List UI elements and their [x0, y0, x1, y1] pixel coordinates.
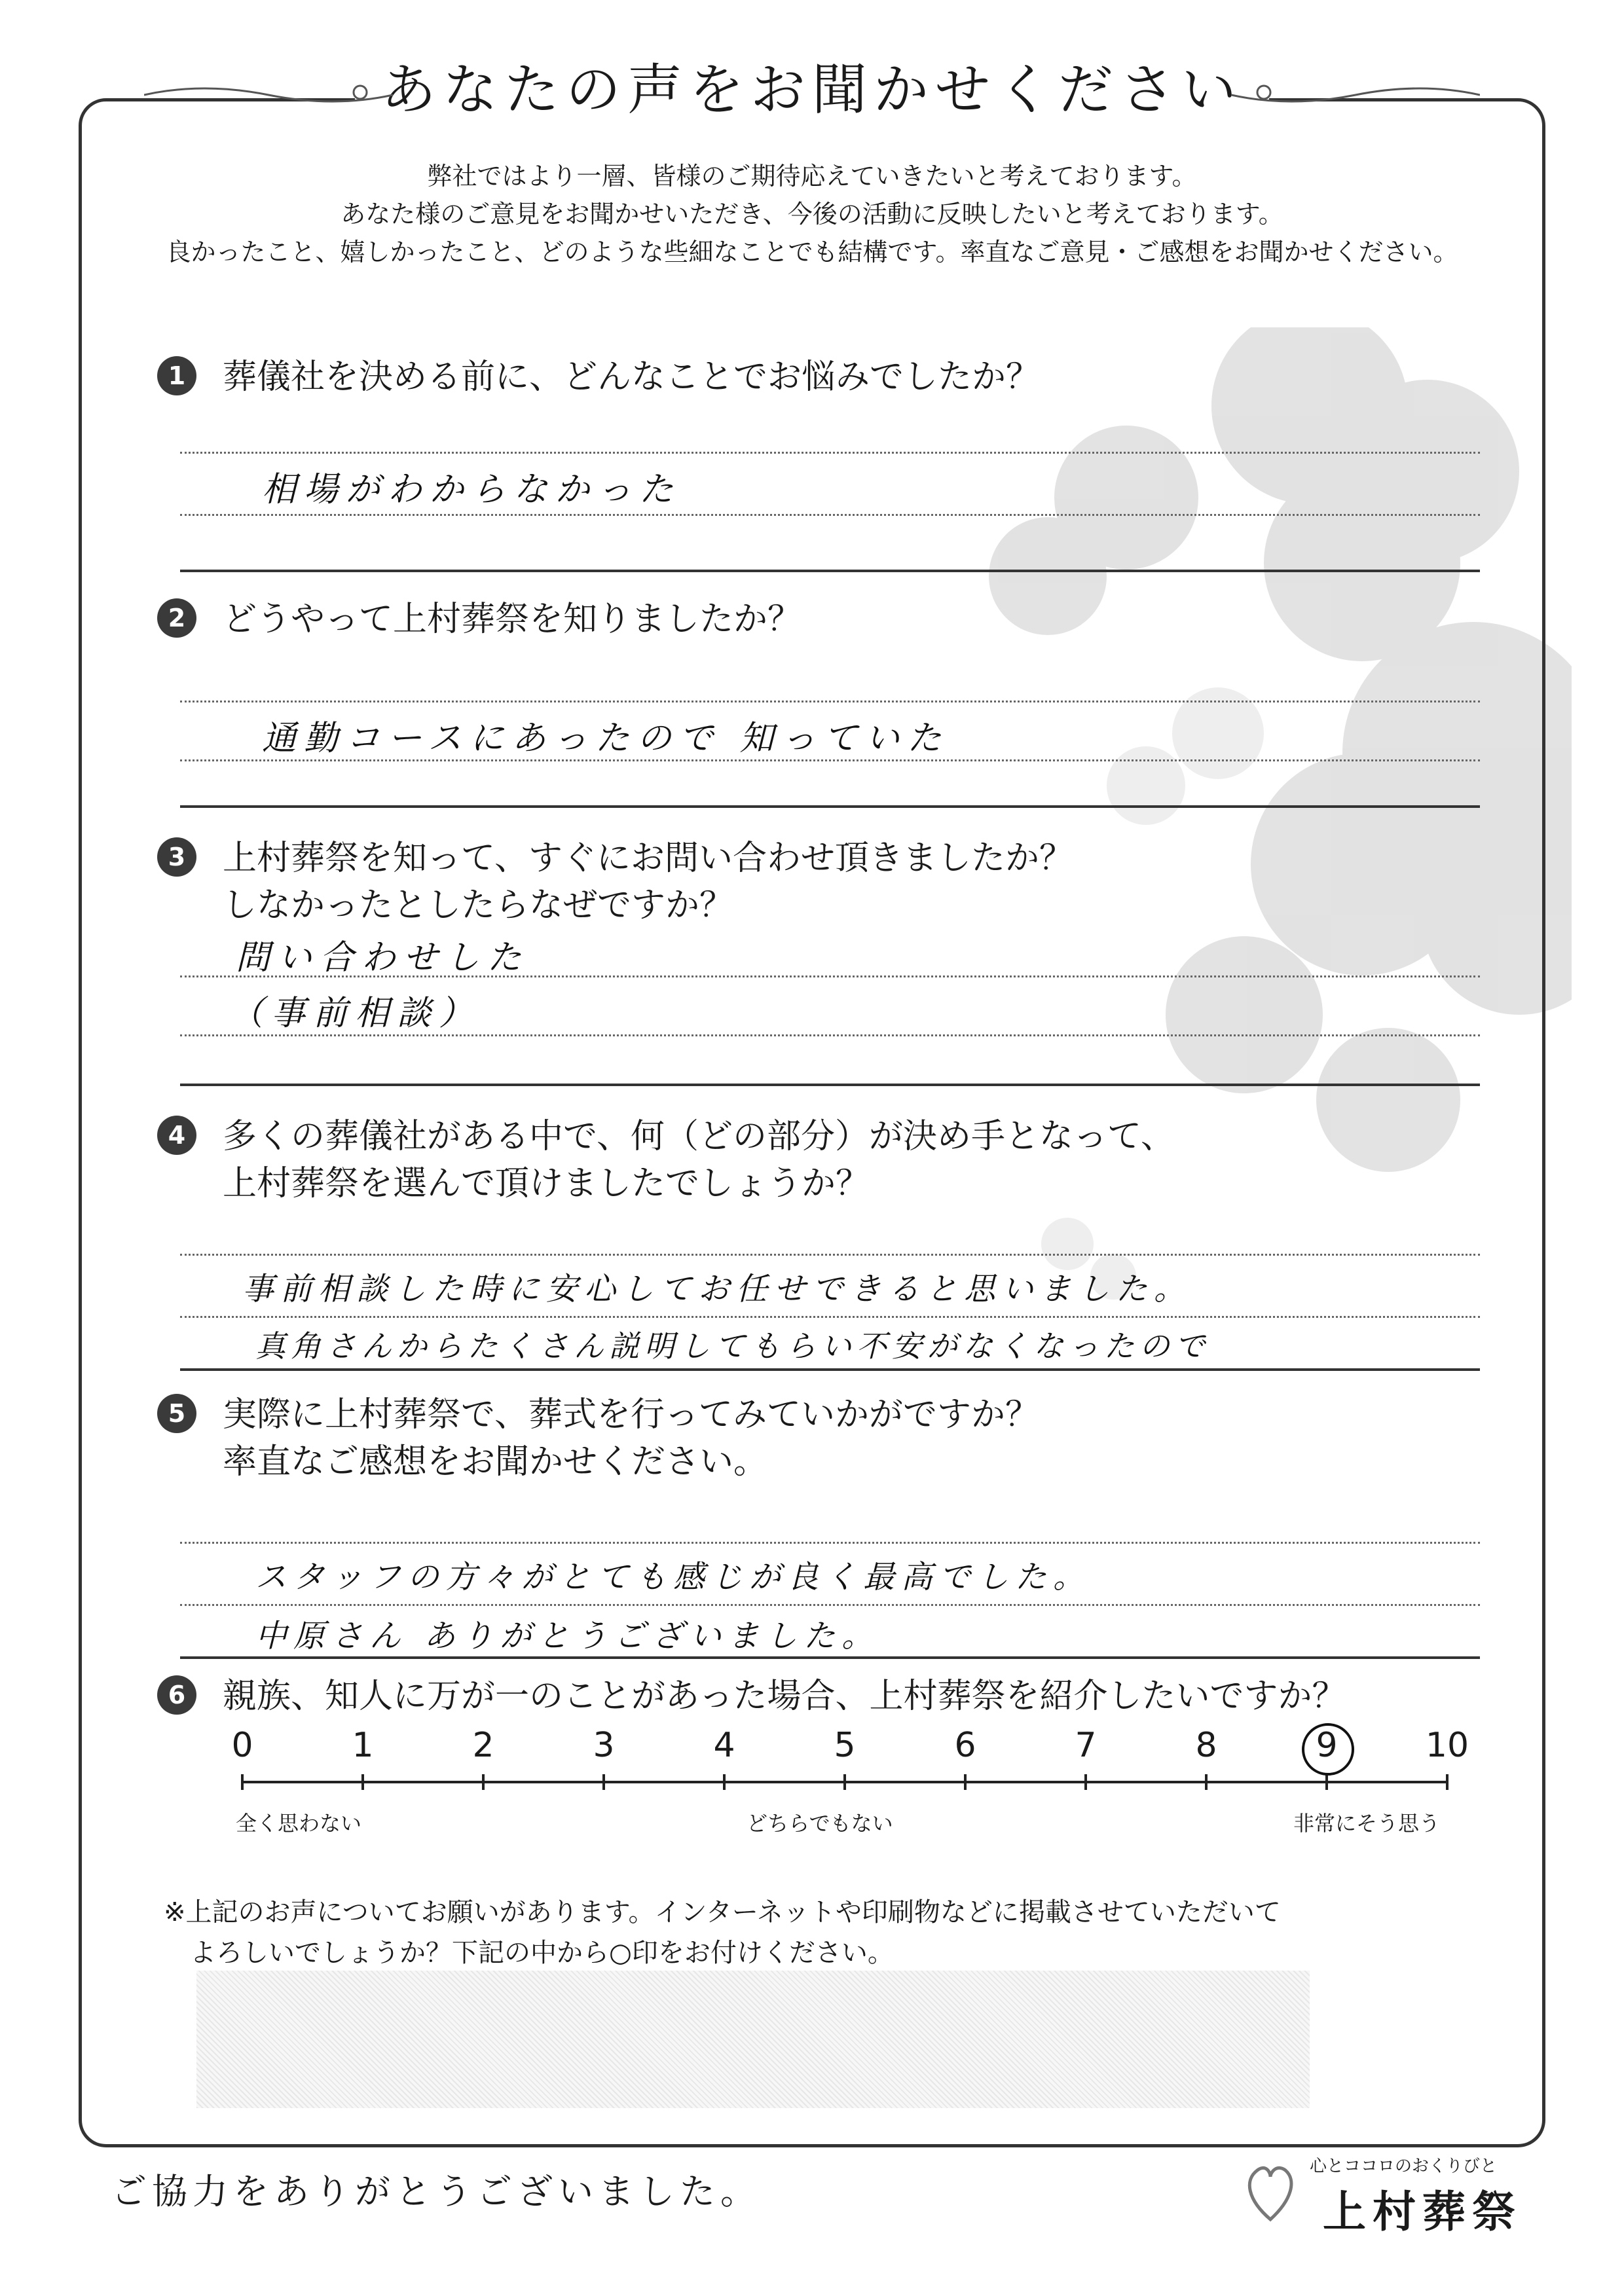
question-text: どうやって上村葬祭を知りましたか？ [223, 600, 802, 639]
scale-label-high: 非常にそう思う [1293, 1811, 1441, 1836]
handwritten-answer: 問い合わせした [236, 938, 530, 977]
question-number-badge: 2 [157, 598, 196, 638]
question-number-badge: 1 [157, 356, 196, 395]
question-text [223, 835, 1073, 929]
scale-tick [964, 1774, 967, 1790]
handwritten-answer: 相場がわからなかった [262, 470, 682, 509]
scale-number-10: 10 [1425, 1726, 1469, 1765]
scale-tick [843, 1774, 846, 1790]
scale-tick [482, 1774, 485, 1790]
question-text: 葬儀社を決める前に、どんなことでお悩みでしたか？ [223, 357, 1041, 397]
scale-tick [1446, 1774, 1449, 1790]
question-line: 多くの葬儀社がある中で、何（どの部分）が決め手となって、 [223, 1117, 1175, 1156]
section-divider [180, 1084, 1480, 1086]
scale-tick [361, 1774, 364, 1790]
question-line: 上村葬祭を選んで頂けましたでしょうか？ [223, 1164, 870, 1203]
answer-line [180, 1316, 1480, 1318]
left-ornament-icon [144, 82, 393, 108]
scale-number-1: 1 [352, 1726, 374, 1765]
scale-label-mid: どちらでもない [747, 1811, 893, 1836]
scale-number-8: 8 [1195, 1726, 1217, 1765]
note-line: よろしいでしょうか？下記の中から○印をお付けください。 [190, 1938, 894, 1968]
scale-number-6: 6 [954, 1726, 976, 1765]
note-line: ※上記のお声についてお願いがあります。インターネットや印刷物などに掲載させていただいて [164, 1897, 1281, 1927]
question-line: 率直なご感想をお聞かせください。 [223, 1442, 768, 1482]
thanks-message: ご協力をありがとうございました。 [111, 2171, 761, 2212]
answer-line [180, 759, 1480, 761]
selected-circle-mark [1302, 1723, 1354, 1776]
heart-logo-icon [1241, 2154, 1300, 2226]
redacted-area [196, 1971, 1310, 2108]
question-number-badge: 4 [157, 1116, 196, 1155]
question-number-badge: 6 [157, 1675, 196, 1715]
question-line: 上村葬祭を知って、すぐにお問い合わせ頂きましたか？ [223, 839, 1073, 878]
scale-number-4: 4 [713, 1726, 735, 1765]
scale-number-7: 7 [1075, 1726, 1097, 1765]
handwritten-answer: 通勤コースにあったので 知っていた [262, 719, 950, 758]
answer-line [180, 452, 1480, 454]
intro-text [0, 157, 1624, 271]
scale-tick [241, 1774, 244, 1790]
scale-tick [1205, 1774, 1208, 1790]
scale-tick [1084, 1774, 1087, 1790]
answer-line [180, 1254, 1480, 1256]
scale-number-3: 3 [593, 1726, 615, 1765]
permission-note [164, 1892, 1281, 1973]
handwritten-answer: （事前相談） [229, 994, 481, 1033]
answer-line [180, 1604, 1480, 1606]
answer-line [180, 514, 1480, 516]
scale-tick [1325, 1774, 1328, 1790]
section-divider [180, 805, 1480, 808]
section-divider [180, 1368, 1480, 1371]
section-divider [180, 1656, 1480, 1659]
brand-logo: 上村葬祭 [1323, 2187, 1522, 2237]
intro-line: あなた様のご意見をお聞かせいただき、今後の活動に反映したいと考えております。 [341, 200, 1283, 228]
answer-line [180, 1542, 1480, 1544]
scale-tick [602, 1774, 605, 1790]
scale-number-9: 9 [1316, 1726, 1338, 1765]
question-line: しなかったとしたらなぜですか？ [223, 886, 734, 925]
scale-tick [723, 1774, 726, 1790]
handwritten-answer: スタッフの方々がとても感じが良く最高でした。 [255, 1559, 1092, 1595]
rating-scale [231, 1726, 1473, 1866]
scale-number-2: 2 [472, 1726, 494, 1765]
handwritten-answer: 真角さんからたくさん説明してもらい不安がなくなったので [255, 1328, 1210, 1364]
page-title: あなたの声をお聞かせください [0, 46, 1624, 125]
handwritten-answer: 事前相談した時に安心してお任せできると思いました。 [242, 1271, 1192, 1307]
intro-line: 弊社ではより一層、皆様のご期待応えていきたいと考えております。 [427, 162, 1197, 191]
handwritten-answer: 中原さん ありがとうございました。 [255, 1618, 880, 1654]
answer-line [180, 701, 1480, 702]
question-text [223, 1113, 1175, 1207]
question-text: 親族、知人に万が一のことがあった場合、上村葬祭を紹介したいですか？ [223, 1677, 1346, 1716]
scale-number-5: 5 [834, 1726, 856, 1765]
answer-line [180, 1034, 1480, 1036]
brand-tagline: 心とココロのおくりびと [1310, 2157, 1498, 2176]
scale-label-low: 全く思わない [236, 1811, 362, 1836]
question-number-badge: 3 [157, 837, 196, 877]
scale-number-0: 0 [231, 1726, 253, 1765]
question-line: 実際に上村葬祭で、葬式を行ってみていかがですか？ [223, 1395, 1039, 1434]
question-text [223, 1391, 1039, 1485]
section-divider [180, 570, 1480, 572]
question-number-badge: 5 [157, 1394, 196, 1433]
answer-line [180, 975, 1480, 977]
right-ornament-icon [1231, 82, 1480, 108]
intro-line: 良かったこと、嬉しかったこと、どのような些細なことでも結構です。率直なご意見・ご感想をお聞かせください。 [166, 238, 1458, 266]
